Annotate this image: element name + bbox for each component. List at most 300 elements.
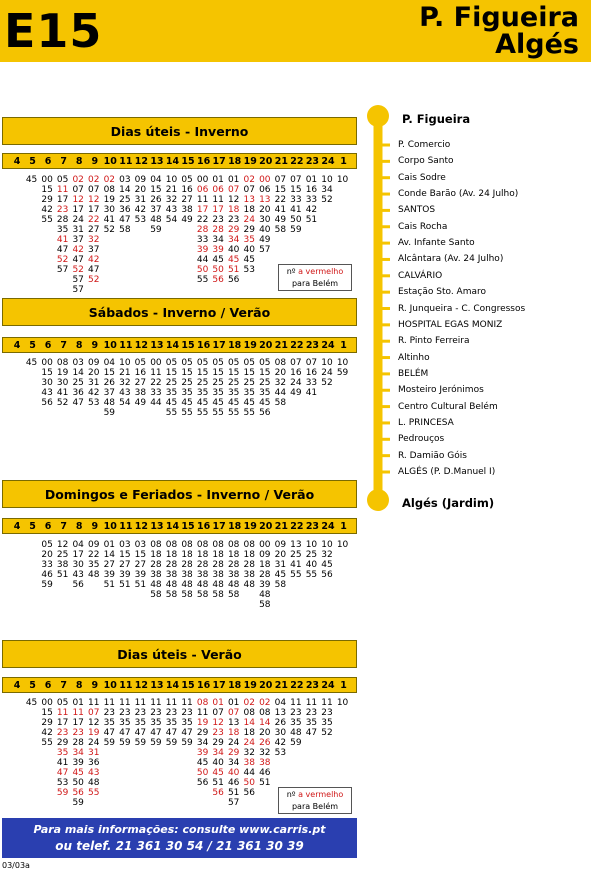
departure-minute: 42: [88, 388, 100, 398]
departure-minute: 25: [243, 378, 255, 388]
departure-minute: 59: [134, 738, 147, 748]
departure-minute: 45: [227, 255, 240, 265]
hour-label: 22: [290, 156, 304, 167]
stop-label: Altinho: [398, 352, 430, 363]
departure-minute: 53: [243, 265, 255, 275]
departure-minute: 10: [336, 698, 349, 708]
departure-minute: 35: [119, 718, 131, 728]
departure-minute: 59: [290, 738, 302, 748]
departure-minute: 41: [274, 205, 287, 215]
departure-minute: 20: [134, 185, 147, 195]
legend-suffix: para Belém: [291, 279, 339, 288]
departure-minute: 28: [196, 560, 209, 570]
departure-minute: 28: [243, 560, 255, 570]
hour-label: 24: [321, 340, 335, 351]
footer-line-1: Para mais informações: consulte www.carris.pt: [33, 823, 326, 836]
departure-minute: 09: [88, 540, 100, 550]
departure-minute: 52: [321, 378, 333, 388]
departure-minute: 54: [165, 215, 178, 225]
stop-label: CALVÁRIO: [398, 270, 443, 281]
departure-minute: 43: [165, 205, 178, 215]
hour-label: 23: [305, 521, 320, 532]
departure-minute: 46: [41, 570, 53, 580]
hour-label: 20: [259, 521, 273, 532]
departure-minute: 38: [243, 758, 255, 768]
departure-minute: 28: [150, 560, 162, 570]
departure-minute: 15: [196, 368, 209, 378]
departure-minute: 47: [72, 398, 84, 408]
departure-minute: 08: [181, 540, 193, 550]
hour-label: 23: [305, 340, 320, 351]
departure-minute: 13: [274, 708, 287, 718]
departure-minute: 07: [227, 708, 240, 718]
destination-end: Algés: [495, 29, 579, 60]
departure-minute: 19: [56, 368, 69, 378]
departure-minute: 20: [274, 368, 287, 378]
departure-minute: 08: [165, 540, 178, 550]
departure-minute: 23: [212, 728, 224, 738]
departure-minute: 15: [103, 368, 116, 378]
departure-minute: 38: [243, 570, 255, 580]
departure-minute: 58: [150, 590, 162, 600]
departure-minute: 04: [150, 175, 162, 185]
departure-minute: 35: [243, 388, 255, 398]
departure-minute: 25: [259, 378, 271, 388]
departure-minute: 45: [196, 398, 209, 408]
hour-label: 10: [103, 156, 117, 167]
departure-minute: 07: [212, 708, 224, 718]
legend-red-text: a vermelho: [298, 790, 344, 799]
departure-minute: 51: [212, 778, 224, 788]
departure-minute: 25: [212, 378, 224, 388]
departure-minute: 48: [103, 398, 116, 408]
route-end-terminal-icon: [367, 489, 389, 511]
hour-label: 21: [274, 156, 288, 167]
departure-minute: 12: [88, 718, 100, 728]
hour-label: 17: [212, 340, 226, 351]
departure-minute: 28: [181, 560, 193, 570]
departure-minute: 57: [72, 285, 84, 295]
departure-minute: 44: [196, 255, 209, 265]
departure-minute: 24: [227, 738, 240, 748]
departure-minute: 47: [56, 768, 69, 778]
departure-minute: 57: [259, 245, 271, 255]
departure-minute: 00: [41, 358, 53, 368]
hour-label: 5: [29, 521, 36, 532]
hour-label: 7: [60, 680, 67, 691]
departure-minute: 27: [103, 560, 116, 570]
departure-minute: 58: [274, 398, 287, 408]
hour-label: 5: [29, 156, 36, 167]
departure-minute: 51: [227, 788, 240, 798]
departure-minute: 20: [274, 550, 287, 560]
hour-label: 11: [119, 521, 133, 532]
hour-label: 5: [29, 340, 36, 351]
legend-red-text: a vermelho: [298, 267, 344, 276]
departure-minute: 15: [41, 368, 53, 378]
departure-minute: 55: [41, 738, 53, 748]
departure-minute: 07: [290, 175, 302, 185]
departure-minute: 42: [41, 205, 53, 215]
departure-minute: 31: [88, 378, 100, 388]
departure-minute: 45: [25, 698, 38, 708]
departure-minute: 03: [72, 358, 84, 368]
departure-minute: 51: [56, 570, 69, 580]
departure-minute: 42: [134, 205, 147, 215]
hour-label: 15: [181, 156, 195, 167]
hour-label: 9: [91, 521, 99, 532]
departure-minute: 25: [227, 378, 240, 388]
departure-minute: 38: [134, 388, 147, 398]
departure-minute: 15: [243, 368, 255, 378]
stop-label: Cais Sodre: [398, 172, 446, 183]
departure-minute: 13: [290, 540, 302, 550]
hour-label: 7: [60, 156, 67, 167]
hour-label: 17: [212, 680, 226, 691]
hour-label: 12: [134, 521, 148, 532]
departure-minute: 11: [88, 698, 100, 708]
departure-minute: 01: [212, 175, 224, 185]
stop-label: R. Damião Góis: [398, 450, 467, 461]
hour-label: 14: [165, 340, 180, 351]
departure-minute: 31: [134, 195, 147, 205]
departure-minute: 13: [243, 195, 255, 205]
departure-minute: 49: [181, 215, 193, 225]
departure-minute: 09: [274, 540, 287, 550]
departure-minute: 14: [243, 718, 255, 728]
route-line: [360, 100, 400, 520]
departure-minute: 10: [321, 540, 333, 550]
departure-minute: 10: [336, 358, 349, 368]
departure-minute: 52: [56, 398, 69, 408]
departure-minute: 11: [134, 698, 147, 708]
departure-minute: 31: [274, 560, 287, 570]
departure-minute: 07: [88, 185, 100, 195]
departure-minute: 28: [165, 560, 178, 570]
departure-minute: 39: [259, 580, 271, 590]
departure-minute: 41: [56, 758, 69, 768]
hour-label: 18: [228, 340, 242, 351]
departure-minute: 12: [212, 718, 224, 728]
departure-minute: 26: [103, 378, 116, 388]
departure-minute: 42: [274, 738, 287, 748]
departure-minute: 11: [196, 708, 209, 718]
route-number: E15: [4, 4, 103, 58]
hour-label: 15: [181, 340, 195, 351]
departure-minute: 49: [259, 235, 271, 245]
departure-minute: 18: [243, 728, 255, 738]
hour-label: 12: [134, 156, 148, 167]
departure-minute: 14: [103, 550, 116, 560]
hour-label: 7: [60, 340, 67, 351]
stop-label: Centro Cultural Belém: [398, 401, 498, 412]
hour-label: 22: [290, 680, 304, 691]
departure-minute: 55: [181, 408, 193, 418]
departure-minute: 18: [227, 550, 240, 560]
hour-label: 22: [290, 521, 304, 532]
departure-minute: 27: [119, 560, 131, 570]
departure-minute: 08: [227, 540, 240, 550]
hour-label: 8: [75, 680, 83, 691]
departure-minute: 51: [305, 215, 318, 225]
hour-label: 18: [228, 680, 242, 691]
departure-minute: 11: [56, 185, 69, 195]
departure-minute: 35: [56, 748, 69, 758]
departure-minute: 08: [212, 540, 224, 550]
departure-minute: 16: [290, 368, 302, 378]
hour-label: 24: [321, 521, 335, 532]
departure-minute: 33: [196, 235, 209, 245]
stop-end-label: Algés (Jardim): [402, 496, 495, 510]
departure-minute: 50: [243, 778, 255, 788]
departure-minute: 52: [88, 275, 100, 285]
departure-minute: 50: [196, 265, 209, 275]
departure-minute: 38: [259, 758, 271, 768]
departure-minute: 05: [56, 175, 69, 185]
departure-minute: 32: [165, 195, 178, 205]
departure-minute: 28: [227, 560, 240, 570]
header-banner: [0, 0, 591, 62]
departure-minute: 13: [259, 195, 271, 205]
hour-label: 17: [212, 156, 226, 167]
departure-minute: 48: [196, 580, 209, 590]
hour-label: 9: [91, 340, 99, 351]
departure-minute: 01: [227, 698, 240, 708]
hour-label: 8: [75, 521, 83, 532]
departure-minute: 27: [88, 225, 100, 235]
hour-label: 16: [196, 156, 211, 167]
departure-minute: 28: [72, 738, 84, 748]
departure-minute: 58: [259, 600, 271, 610]
departure-minute: 47: [56, 245, 69, 255]
departure-minute: 07: [305, 358, 318, 368]
hour-label: 19: [243, 680, 257, 691]
departure-minute: 17: [72, 550, 84, 560]
departure-minute: 35: [165, 718, 178, 728]
departure-minute: 28: [56, 215, 69, 225]
departure-minute: 47: [134, 728, 147, 738]
hour-label: 20: [259, 156, 273, 167]
hour-label: 12: [134, 680, 148, 691]
departure-minute: 05: [259, 358, 271, 368]
departure-minute: 35: [290, 718, 302, 728]
section-title: Sábados - Inverno / Verão: [2, 298, 357, 326]
departure-minute: 59: [56, 788, 69, 798]
departure-minute: 45: [212, 768, 224, 778]
departure-minute: 05: [41, 540, 53, 550]
departure-minute: 39: [196, 748, 209, 758]
departure-minute: 36: [119, 205, 131, 215]
departure-minute: 35: [196, 388, 209, 398]
departure-minute: 35: [243, 235, 255, 245]
departure-minute: 23: [56, 205, 69, 215]
legend-note: [278, 787, 352, 814]
departure-minute: 15: [212, 368, 224, 378]
departure-minute: 10: [336, 175, 349, 185]
hour-label: 12: [134, 340, 148, 351]
hour-label: 1: [340, 340, 347, 351]
hour-label: 1: [340, 680, 347, 691]
stop-label: Alcântara (Av. 24 Julho): [398, 254, 504, 265]
departure-minute: 29: [196, 728, 209, 738]
hour-label: 6: [44, 156, 52, 167]
hour-label: 6: [44, 521, 52, 532]
hour-label: 1: [340, 521, 347, 532]
hours-row: [2, 677, 357, 693]
stop-label: BELÉM: [398, 368, 429, 379]
departure-minute: 38: [150, 570, 162, 580]
hour-label: 13: [150, 680, 164, 691]
departure-minute: 47: [88, 265, 100, 275]
departure-minute: 56: [321, 570, 333, 580]
departure-minute: 30: [103, 205, 116, 215]
departure-minute: 39: [196, 245, 209, 255]
departure-minute: 15: [227, 368, 240, 378]
departure-minute: 56: [259, 408, 271, 418]
departure-minute: 41: [290, 560, 302, 570]
hours-row: [2, 518, 357, 534]
hour-label: 13: [150, 156, 164, 167]
departure-minute: 09: [88, 358, 100, 368]
departure-minute: 38: [56, 560, 69, 570]
departure-minute: 29: [227, 225, 240, 235]
departure-minute: 34: [196, 738, 209, 748]
departure-minute: 35: [134, 718, 147, 728]
departure-minute: 05: [181, 175, 193, 185]
hour-label: 6: [44, 340, 52, 351]
departure-minute: 47: [305, 728, 318, 738]
departure-minute: 34: [227, 758, 240, 768]
departure-minute: 15: [290, 185, 302, 195]
departure-minute: 05: [181, 358, 193, 368]
departure-minute: 25: [181, 378, 193, 388]
departure-minute: 58: [227, 590, 240, 600]
departure-minute: 41: [103, 215, 116, 225]
departure-minute: 12: [56, 540, 69, 550]
departure-minute: 06: [212, 185, 224, 195]
hour-label: 4: [13, 156, 21, 167]
departure-minute: 10: [119, 358, 131, 368]
departure-minute: 11: [165, 698, 178, 708]
departure-minute: 05: [196, 358, 209, 368]
departure-minute: 00: [150, 358, 162, 368]
departure-minute: 51: [134, 580, 147, 590]
departure-minute: 27: [134, 378, 147, 388]
departure-minute: 02: [103, 175, 116, 185]
departure-minute: 35: [181, 718, 193, 728]
departure-minute: 57: [56, 265, 69, 275]
departure-minute: 02: [243, 698, 255, 708]
departure-minute: 51: [119, 580, 131, 590]
departure-minute: 21: [165, 185, 178, 195]
departure-minute: 39: [72, 758, 84, 768]
legend-suffix: para Belém: [291, 802, 339, 811]
hour-label: 18: [228, 156, 242, 167]
departure-minute: 44: [274, 388, 287, 398]
hour-label: 11: [119, 680, 133, 691]
departure-minute: 35: [165, 388, 178, 398]
departure-minute: 38: [181, 570, 193, 580]
departure-minute: 14: [259, 718, 271, 728]
departure-minute: 06: [196, 185, 209, 195]
hours-row: [2, 337, 357, 353]
departure-minute: 14: [72, 368, 84, 378]
departure-minute: 25: [165, 378, 178, 388]
departure-minute: 07: [290, 358, 302, 368]
departure-minute: 30: [72, 560, 84, 570]
departure-minute: 25: [305, 550, 318, 560]
departure-minute: 55: [290, 570, 302, 580]
departure-minute: 50: [290, 215, 302, 225]
stop-label: Conde Barão (Av. 24 Julho): [398, 189, 519, 200]
departure-minute: 45: [196, 758, 209, 768]
departure-minute: 31: [88, 748, 100, 758]
departure-minute: 16: [134, 368, 147, 378]
departure-minute: 32: [274, 378, 287, 388]
departure-minute: 52: [321, 728, 333, 738]
departure-minute: 59: [119, 738, 131, 748]
departure-minute: 49: [134, 398, 147, 408]
hour-label: 10: [103, 521, 117, 532]
departure-minute: 35: [227, 388, 240, 398]
departure-minute: 48: [88, 570, 100, 580]
departure-minute: 25: [72, 378, 84, 388]
departure-minute: 35: [103, 718, 116, 728]
departure-minute: 23: [212, 215, 224, 225]
departure-minute: 35: [56, 225, 69, 235]
departure-minute: 29: [41, 718, 53, 728]
departure-minute: 45: [212, 398, 224, 408]
hour-label: 14: [165, 680, 180, 691]
departure-minute: 35: [321, 718, 333, 728]
departure-minute: 11: [196, 195, 209, 205]
departure-minute: 33: [305, 378, 318, 388]
departure-minute: 37: [72, 235, 84, 245]
departure-minute: 11: [150, 368, 162, 378]
departure-minute: 54: [119, 398, 131, 408]
departure-minute: 23: [321, 708, 333, 718]
departure-minute: 30: [259, 215, 271, 225]
departure-minute: 02: [243, 175, 255, 185]
departure-minute: 07: [88, 708, 100, 718]
departure-minute: 18: [259, 560, 271, 570]
departure-minute: 01: [305, 175, 318, 185]
departure-minute: 45: [243, 255, 255, 265]
departure-minute: 11: [56, 708, 69, 718]
departure-minute: 01: [72, 698, 84, 708]
hour-label: 1: [340, 156, 347, 167]
hour-label: 11: [119, 156, 133, 167]
departure-minute: 45: [259, 398, 271, 408]
hour-label: 10: [103, 680, 117, 691]
section-title: Dias úteis - Inverno: [2, 117, 357, 145]
departure-minute: 09: [134, 175, 147, 185]
hour-label: 24: [321, 680, 335, 691]
departure-minute: 22: [88, 550, 100, 560]
departure-minute: 58: [165, 590, 178, 600]
departure-minute: 57: [72, 275, 84, 285]
hour-label: 16: [196, 521, 211, 532]
stop-start-label: P. Figueira: [402, 112, 471, 126]
departure-minute: 58: [212, 590, 224, 600]
departure-minute: 07: [227, 185, 240, 195]
departure-minute: 30: [274, 728, 287, 738]
departure-minute: 24: [321, 368, 333, 378]
departure-minute: 14: [119, 185, 131, 195]
departure-minute: 33: [305, 195, 318, 205]
departure-minute: 37: [150, 205, 162, 215]
departure-minute: 10: [336, 540, 349, 550]
